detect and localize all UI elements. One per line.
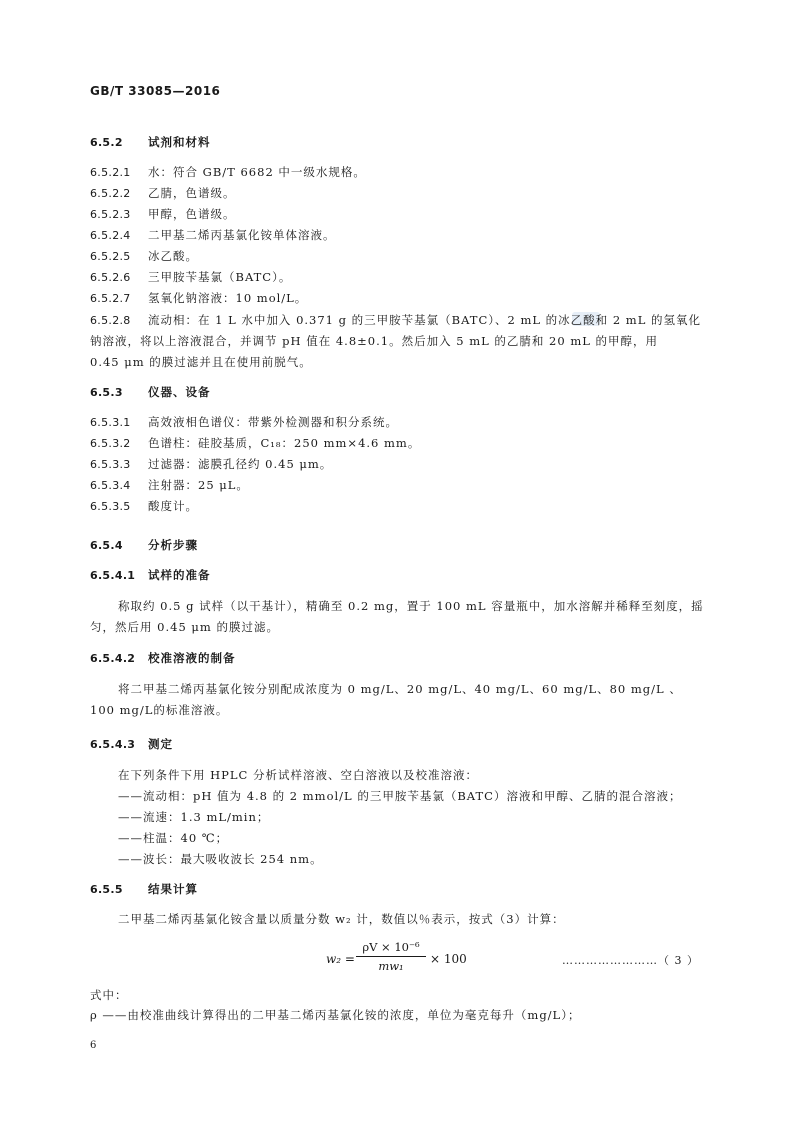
clause-number: 6.5.2.5 [90,250,131,263]
clause-text: 甲醇，色谱级。 [148,207,236,221]
text-line [90,354,312,370]
clause-text: 氢氧化钠溶液：10 mol/L。 [148,291,308,305]
clause-text: 色谱柱：硅胶基质，C₁₈：250 mm×4.6 mm。 [148,436,421,450]
text-line [118,911,565,927]
text-line [90,537,198,553]
text-line [90,227,336,243]
clause-text: 冰乙酸。 [148,249,198,263]
clause-text: 注射器：25 μL。 [148,478,249,492]
fraction-bar [356,956,426,957]
where-label: 式中： [90,988,128,1002]
clause-heading: 分析步骤 [148,538,198,552]
clause-heading: 结果计算 [148,882,198,896]
text-line [118,681,682,697]
clause-text: 乙腈，色谱级。 [148,186,236,200]
text-line [90,384,211,400]
clause-text: ——波长：最大吸收波长 254 nm。 [118,852,323,866]
clause-text: 过滤器：滤膜孔径约 0.45 μm。 [148,457,333,471]
text-line [118,767,478,783]
clause-number: 6.5.4.2 [90,652,136,665]
clause-text: 水：符合 GB/T 6682 中一级水规格。 [148,165,366,179]
text-line [90,650,236,666]
clause-number: 6.5.3.1 [90,416,131,429]
text-line [90,290,307,306]
text-line [90,477,249,493]
text-line [90,312,701,328]
clause-number: 6.5.2.6 [90,271,131,284]
clause-number: 6.5.3.3 [90,458,131,471]
page-number: 6 [90,1040,97,1051]
clause-heading: 校准溶液的制备 [148,651,236,665]
clause-text: 称取约 0.5 g 试样（以干基计），精确至 0.2 mg，置于 100 mL 容量瓶中，加水溶解并稀释至刻度，摇 [118,599,704,613]
clause-text: 将二甲基二烯丙基氯化铵分别配成浓度为 0 mg/L、20 mg/L、40 mg/L、60 mg/L、80 mg/L 、 [118,682,682,696]
clause-text: 二甲基二烯丙基氯化铵含量以质量分数 w₂ 计，数值以％表示，按式（3）计算： [118,912,565,926]
text-line [90,134,211,150]
clause-text: 流动相：在 1 L 水中加入 0.371 g 的三甲胺苄基氯（BATC）、2 mL 的冰乙酸和 2 mL 的氢氧化 [148,313,702,327]
clause-number: 6.5.2.8 [90,314,131,327]
text-line [90,435,420,451]
text-line [90,736,173,752]
formula-rhs: × 100 [430,952,467,966]
text-line [90,702,228,718]
text-line [90,333,658,349]
clause-number: 6.5.4.1 [90,569,136,582]
formula-fraction [356,940,426,973]
clause-text: 100 mg/L的标准溶液。 [90,703,229,717]
clause-text: 在下列条件下用 HPLC 分析试样溶液、空白溶液以及校准溶液： [118,768,479,782]
clause-text: 0.45 μm 的膜过滤并且在使用前脱气。 [90,355,312,369]
text-line [90,498,198,514]
clause-number: 6.5.3 [90,386,123,399]
clause-number: 6.5.2.4 [90,229,131,242]
text-line [90,619,279,635]
where-rho: ρ ——由校准曲线计算得出的二甲基二烯丙基氯化铵的浓度，单位为毫克每升（mg/L）； [90,1008,581,1022]
clause-number: 6.5.3.5 [90,500,131,513]
text-line [90,248,198,264]
clause-text: 三甲胺苄基氯（BATC）。 [148,270,292,284]
text-line [90,567,211,583]
clause-number: 6.5.2.3 [90,208,131,221]
text-line [118,598,704,614]
clause-number: 6.5.4 [90,539,123,552]
clause-number: 6.5.2.2 [90,187,131,200]
text-line [118,788,681,804]
clause-heading: 仪器、设备 [148,385,211,399]
text-line [90,185,236,201]
clause-text: 高效液相色谱仪：带紫外检测器和积分系统。 [148,415,398,429]
text-line [118,851,323,867]
clause-heading: 试剂和材料 [148,135,211,149]
standard-code-header: GB/T 33085—2016 [90,84,221,98]
clause-number: 6.5.3.2 [90,437,131,450]
text-line [118,809,269,825]
clause-number: 6.5.3.4 [90,479,131,492]
clause-text: ——柱温：40 ℃； [118,831,229,845]
clause-number: 6.5.2 [90,136,123,149]
formula-lhs: w₂ = [326,952,355,966]
clause-text: ——流动相：pH 值为 4.8 的 2 mmol/L 的三甲胺苄基氯（BATC）溶液和甲醇、乙腈的混合溶液； [118,789,682,803]
clause-number: 6.5.2.7 [90,292,131,305]
equation-number: ……………………（ 3 ） [562,954,699,967]
formula-numerator: ρV × 10⁻⁶ [362,940,420,954]
text-line [90,164,366,180]
clause-number: 6.5.2.1 [90,166,131,179]
clause-heading: 试样的准备 [148,568,211,582]
formula-3 [326,940,486,980]
clause-text: 酸度计。 [148,499,198,513]
clause-text: 二甲基二烯丙基氯化铵单体溶液。 [148,228,336,242]
clause-heading: 测定 [148,737,173,751]
clause-text: ——流速：1.3 mL/min； [118,810,270,824]
text-line [118,830,228,846]
text-line [90,456,332,472]
clause-number: 6.5.4.3 [90,738,136,751]
text-line [90,881,198,897]
formula-denominator: mw₁ [378,959,404,973]
clause-number: 6.5.5 [90,883,123,896]
clause-text: 匀，然后用 0.45 μm 的膜过滤。 [90,620,279,634]
text-line [90,414,398,430]
text-line [90,206,236,222]
text-line [90,269,291,285]
clause-text: 钠溶液，将以上溶液混合，并调节 pH 值在 4.8±0.1。然后加入 5 mL 的乙腈和 20 mL 的甲醇，用 [90,334,659,348]
